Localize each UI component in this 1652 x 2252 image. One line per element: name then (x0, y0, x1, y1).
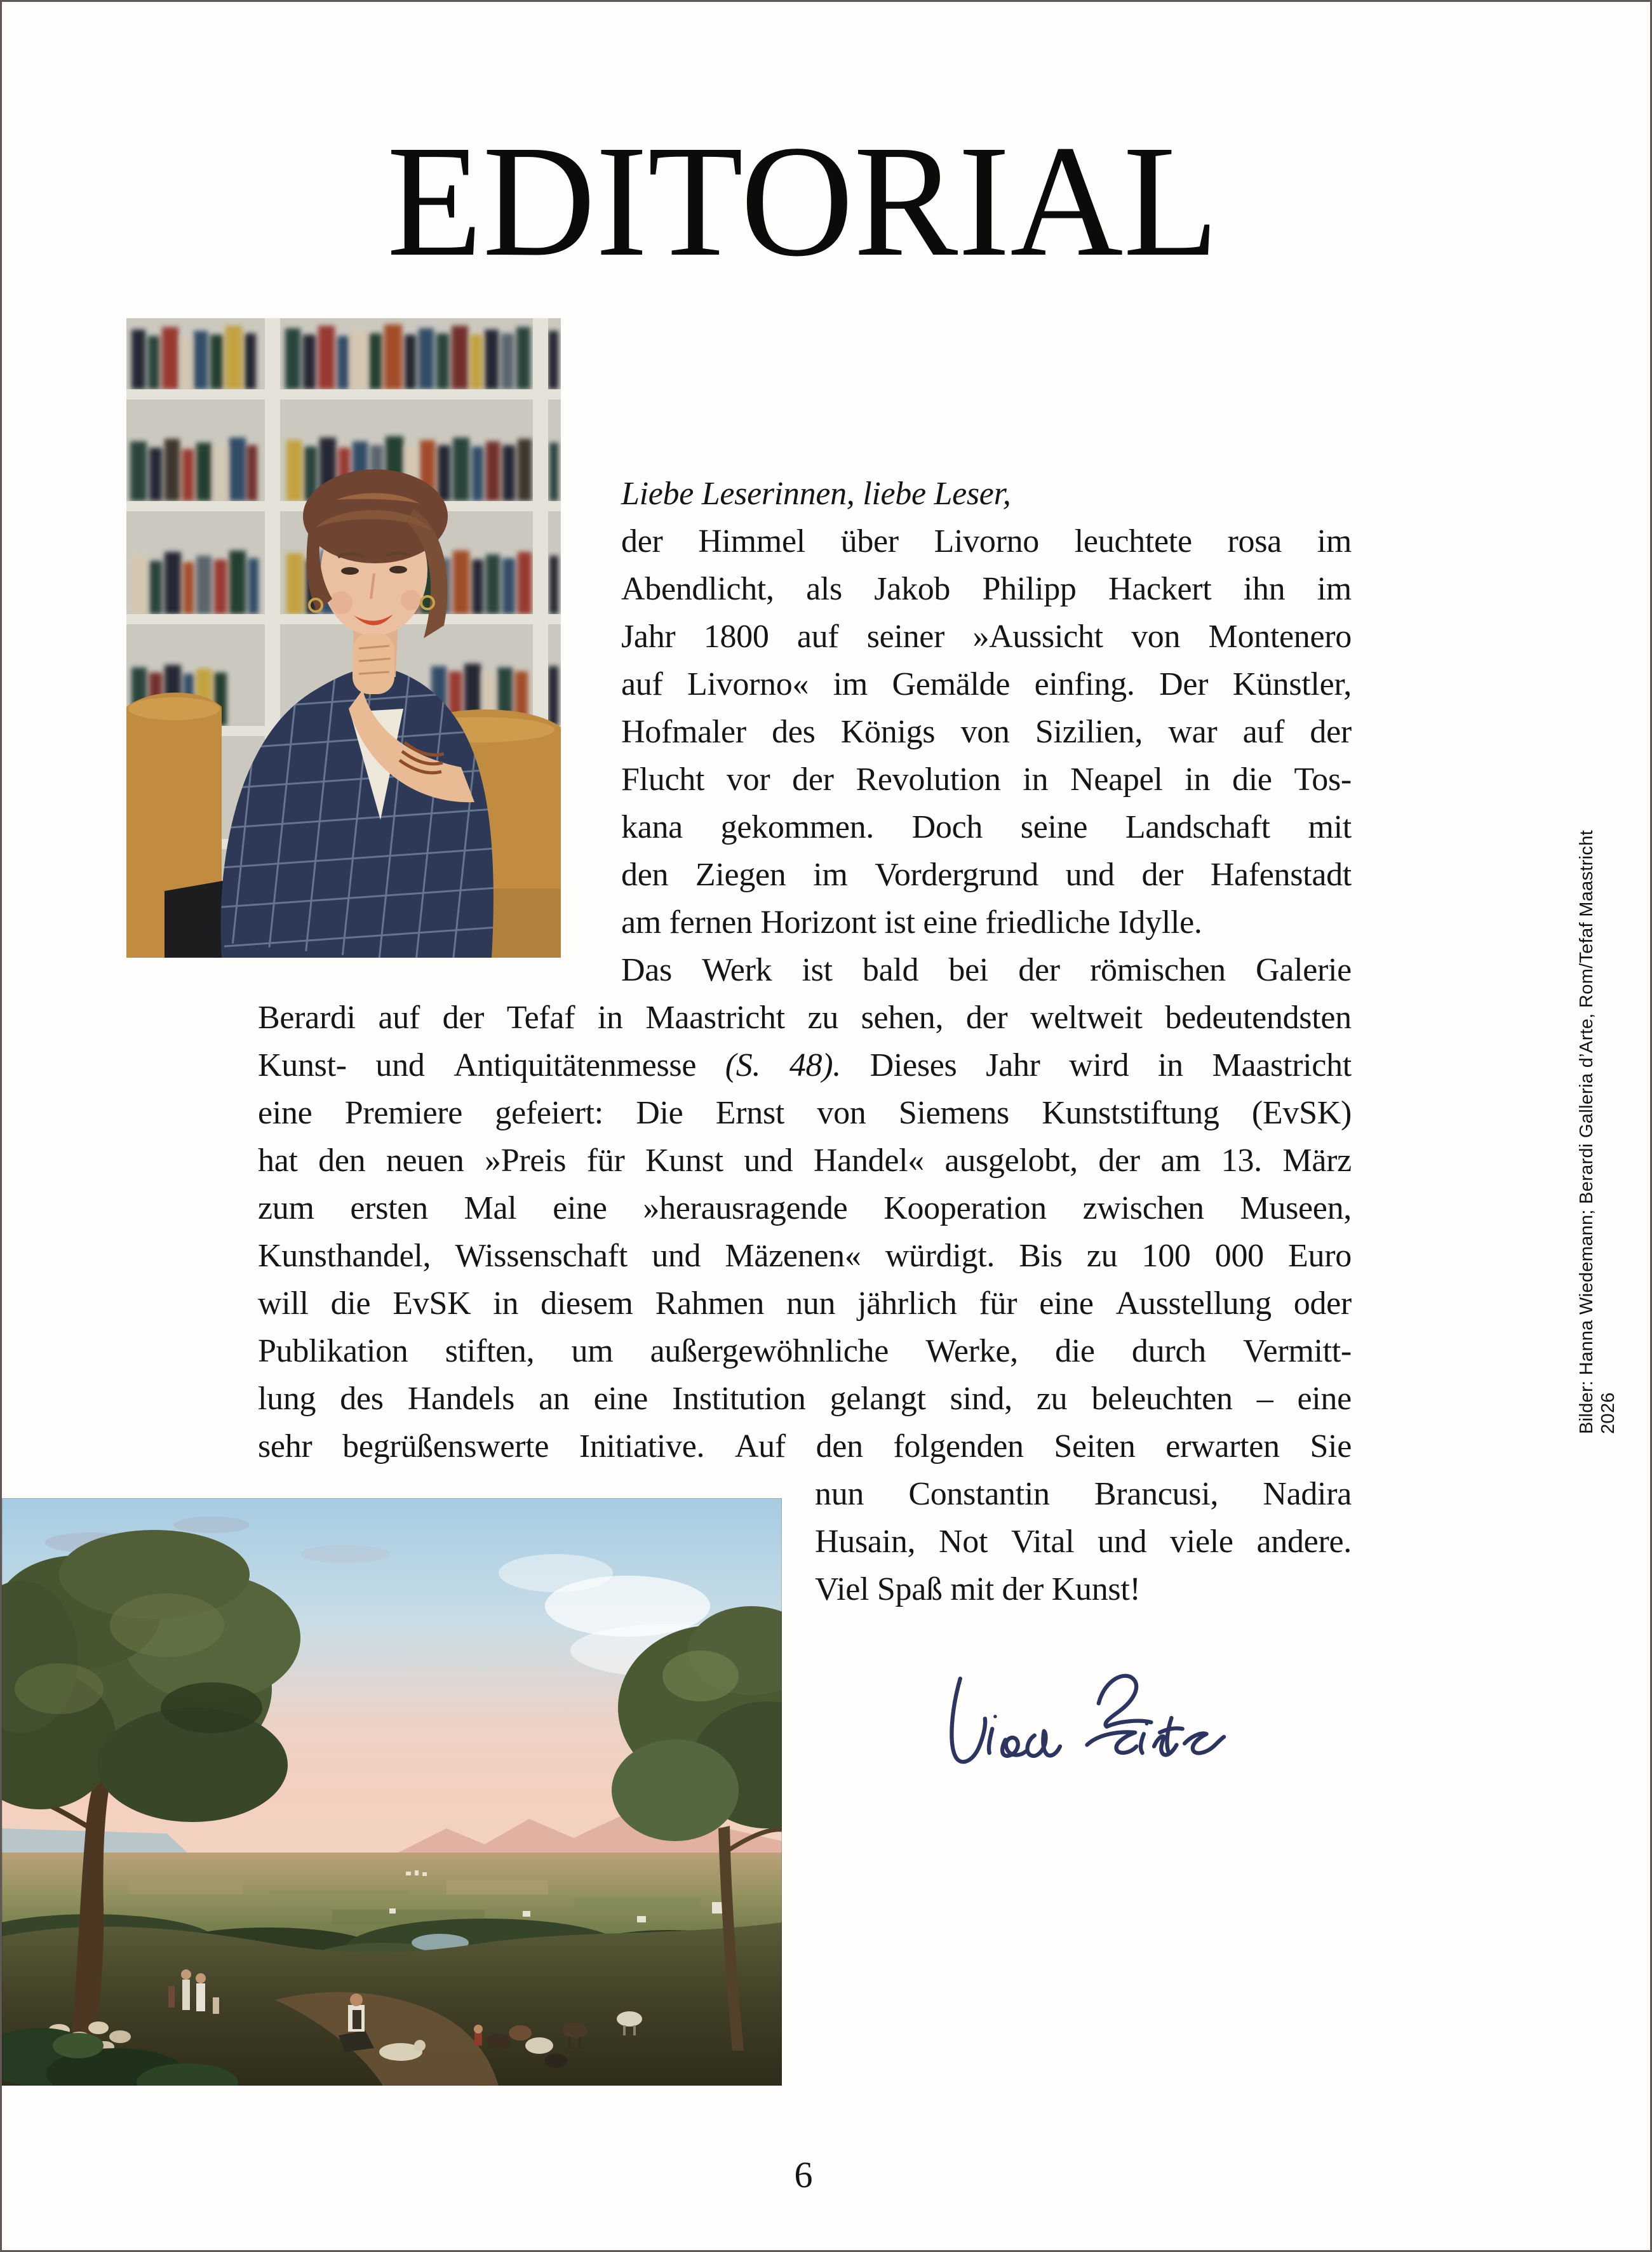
letter-line: eine Premiere gefeiert: Die Ernst von Siemens Kunststiftung (EvSK) (258, 1095, 1352, 1131)
letter-line: der Himmel über Livorno leuchtete rosa im (621, 523, 1352, 560)
letter-line: Flucht vor der Revolution in Neapel in die Tos- (621, 761, 1352, 798)
letter-line: hat den neuen »Preis für Kunst und Handel« ausgelobt, der am 13. März (258, 1143, 1352, 1179)
letter-line: Jahr 1800 auf seiner »Aussicht von Montenero (621, 619, 1352, 655)
letter-word: in (1158, 1047, 1183, 1083)
letter-closing: Viel Spaß mit der Kunst! (815, 1571, 1141, 1607)
letter-line: Das Werk ist bald bei der römischen Galerie (621, 952, 1352, 988)
letter-line: lung des Handels an eine Institution gelangt sind, zu beleuchten – eine (258, 1381, 1352, 1417)
letter-word: und (375, 1047, 425, 1083)
letter-word: Antiquitätenmesse (453, 1047, 697, 1083)
signature (941, 1658, 1239, 1782)
letter-line: Husain, Not Vital und viele andere. (815, 1524, 1352, 1560)
page-title-text: EDITORIAL (387, 123, 1219, 288)
letter-line: will die EvSK in diesem Rahmen nun jährlich für eine Ausstellung oder (258, 1285, 1352, 1322)
letter-line (258, 1042, 1352, 1089)
letter-line: zum ersten Mal eine »herausragende Kooperation zwischen Museen, (258, 1190, 1352, 1226)
letter-salutation: Liebe Leserinnen, liebe Leser, (621, 476, 1011, 512)
page-number: 6 (794, 2154, 813, 2195)
letter-line: Abendlicht, als Jakob Philipp Hackert ihn im (621, 571, 1352, 607)
letter-word: Maastricht (1212, 1047, 1352, 1083)
page-title (2, 123, 1652, 288)
letter-line: Berardi auf der Tefaf in Maastricht zu sehen, der weltweit bedeutendsten (258, 1000, 1352, 1036)
letter-line: Hofmaler des Königs von Sizilien, war auf der (621, 714, 1352, 750)
letter-line: Publikation stiften, um außergewöhnliche Werke, die durch Vermitt- (258, 1333, 1352, 1369)
letter-word: wird (1069, 1047, 1129, 1083)
letter-word: Kunst- (258, 1047, 347, 1083)
letter-line: auf Livorno« im Gemälde einfing. Der Künstler, (621, 666, 1352, 702)
letter-line: sehr begrüßenswerte Initiative. Auf den folgenden Seiten erwarten Sie (258, 1428, 1352, 1464)
letter-word-page-reference: 48). (789, 1047, 841, 1083)
signature-strokes (951, 1676, 1224, 1762)
letter-line: kana gekommen. Doch seine Landschaft mit (621, 809, 1352, 845)
editorial-letter (258, 470, 1352, 1613)
letter-word-page-reference: (S. (725, 1047, 761, 1083)
letter-word: Dieses (870, 1047, 957, 1083)
letter-line: nun Constantin Brancusi, Nadira (815, 1476, 1352, 1512)
photo-credit: Bilder: Hanna Wiedemann; Berardi Galleria d’Arte, Rom/Tefaf Maastricht 2026 (1576, 830, 1618, 1434)
letter-line: den Ziegen im Vordergrund und der Hafenstadt (621, 857, 1352, 893)
landscape-painting (2, 1498, 782, 2086)
letter-line: Kunsthandel, Wissenschaft und Mäzenen« würdigt. Bis zu 100 000 Euro (258, 1238, 1352, 1274)
letter-word: Jahr (986, 1047, 1040, 1083)
letter-line: am fernen Horizont ist eine friedliche Idylle. (621, 904, 1202, 941)
